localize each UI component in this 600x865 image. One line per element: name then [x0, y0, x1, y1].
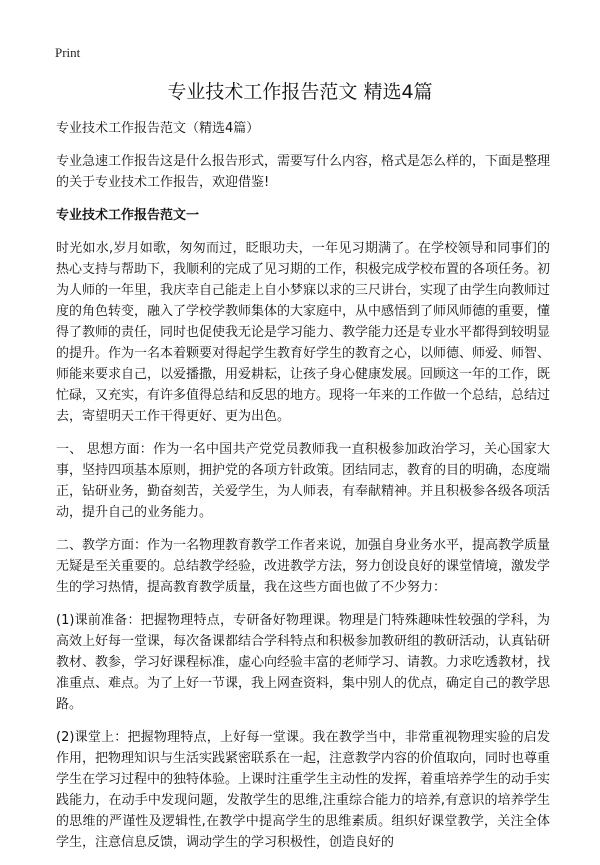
body-paragraph-2: 一、 思想方面：作为一名中国共产党党员教师我一直积极参加政治学习，关心国家大事，坚持四项基本原则，拥护党的各项方针政策。团结同志，教育的目的明确，态度端正，钻研业务，勤奋刻苦，关爱学生，为人师表，有奉献精神。并且积极参各级各项活动，提升自己的业务能力。 [56, 442, 551, 520]
print-link[interactable]: Print [55, 45, 81, 60]
intro-paragraph: 专业急速工作报告这是什么报告形式，需要写什么内容，格式是怎么样的，下面是整理的关于专业技术工作报告，欢迎借鉴! [56, 154, 551, 190]
section-heading: 专业技术工作报告范文一 [56, 208, 200, 223]
document-body [56, 118, 550, 865]
body-paragraph-1: 时光如水,岁月如歌，匆匆而过，眨眼功夫，一年见习期满了。在学校领导和同事们的热心支持与帮助下，我顺利的完成了见习期的工作，积极完成学校布置的各项任务。初为人师的一年里，我庆幸自己能走上自小梦寐以求的三尺讲台，实现了由学生向教师过度的角色转变，融入了学校学教师集体的大家庭中，从中感悟到了师风师德的重要，懂得了教师的责任，同时也促使我无论是学习能力、教学能力还是专业水平都得到较明显的提升。作为一名本着颗要对得起学生教育好学生的教育之心，以师德、师爱、师智、师能来要求自己，以爱播撒，用爱耕耘，让孩子身心健康发展。回顾这一年的工作，既忙碌，又充实，有许多值得总结和反思的地方。现将一年来的工作做一个总结，总结过去，寄望明天工作干得更好、更为出色。 [56, 241, 551, 424]
document-subtitle: 专业技术工作报告范文（精选4篇） [56, 121, 260, 136]
page-title: 专业技术工作报告范文 精选4篇 [167, 81, 433, 103]
body-paragraph-3: 二、教学方面：作为一名物理教育教学工作者来说，加强自身业务水平，提高教学质量无疑是至关重要的。总结教学经验，改进教学方法，努力创设良好的课堂情境，激发学生的学习热情，提高教育教学质量，我在这些方面也做了不少努力： [56, 538, 551, 595]
body-paragraph-4: (1)课前准备：把握物理特点，专研备好物理课。物理是门特殊趣味性较强的学科，为高效上好每一堂课，每次备课都结合学科特点和积极参加教研组的教研活动，认真钻研教材、教参，学习好课程标准，虚心向经验丰富的老师学习、请教。力求吃透教材，找准重点、难点。为了上好一节课，我上网查资料，集中别人的优点，确定自己的教学思路。 [56, 613, 551, 712]
body-paragraph-5: (2)课堂上：把握物理特点，上好每一堂课。我在教学当中，非常重视物理实验的启发作用，把物理知识与生活实践紧密联系在一起，注意教学内容的价值取向，同时也尊重学生在学习过程中的独特体验。上课时注重学生主动性的发挥，着重培养学生的动手实践能力，在动手中发现问题，发散学生的思维,注重综合能力的培养,有意识的培养学生的思维的严谨性及逻辑性,在教学中提高学生的思维素质。组织好课堂教学，关注全体学生，注意信息反馈，调动学生的学习积极性，创造良好的 [56, 730, 551, 850]
